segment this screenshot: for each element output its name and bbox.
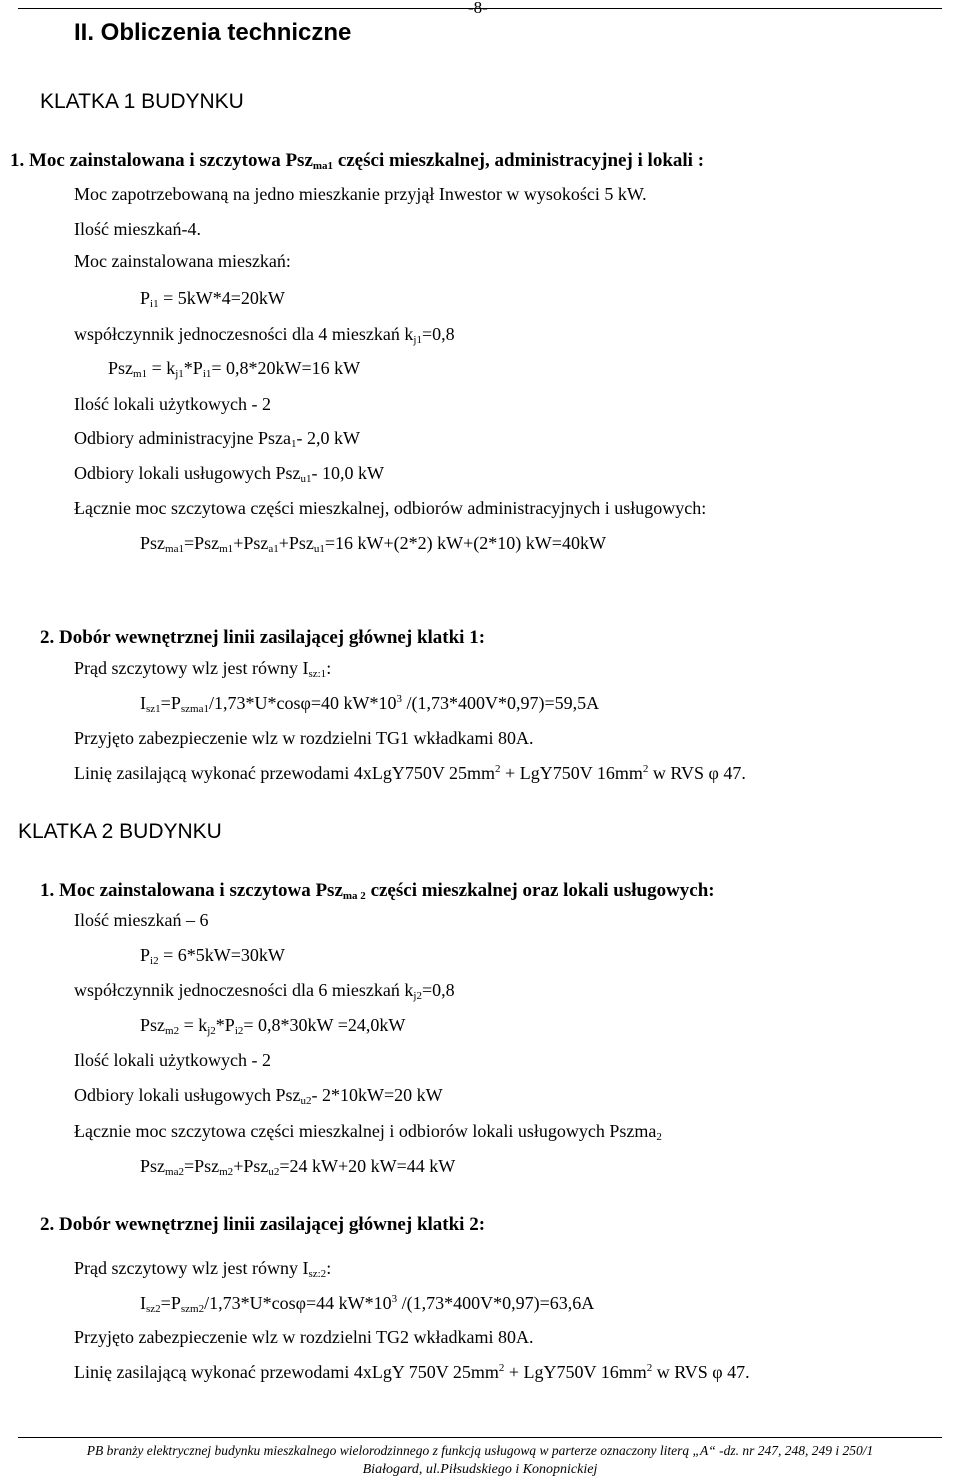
k1-line-ilosc-mieszkan: Ilość mieszkań-4. (74, 219, 201, 239)
k2-s1-title: 1. Moc zainstalowana i szczytowa Psz$_{ma 2}$ części mieszkalnej oraz lokali usługowych: (40, 880, 715, 902)
k2-s2-title: 2. Dobór wewnętrznej linii zasilającej głównej klatki 2: (40, 1214, 486, 1235)
k2-eq-isz2: $I_{sz2}=P_{szm2}/1,73*U*\cos\varphi=44$ $kW*10^3$ /(1,73*400V*0,97)=63,6A (140, 1293, 595, 1315)
k2-lokale: Ilość lokali użytkowych - 2 (74, 1050, 271, 1070)
k1-wspolczynnik: współczynnik jednoczesności dla 4 mieszkań $k_{j1}=0,8$ (74, 324, 455, 346)
klatka1-heading: KLATKA 1 BUDYNKU (40, 90, 244, 113)
k1-eq-pszm1: $Psz_{m1} = k_{j1}*P_{i1}= 0,8*20kW=16$ kW (108, 358, 361, 380)
k2-prad: Prąd szczytowy wlz jest równy $I_{sz:2}$: (74, 1258, 332, 1280)
k1-eq-isz1: $I_{sz1}=P_{szma1}/1,73*U*\cos\varphi=40$ $kW*10^3$ /(1,73*400V*0,97)=59,5A (140, 693, 600, 715)
klatka2-heading: KLATKA 2 BUDYNKU (18, 820, 222, 843)
k2-wspolczynnik: współczynnik jednoczesności dla 6 mieszkań $k_{j2}=0,8$ (74, 980, 455, 1002)
footer-project-line: PB branży elektrycznej budynku mieszkalnego wielorodzinnego z funkcją usługową w parterze oznaczony literą „A“ -dz. nr 247, 248, 249 i 250/1 (86, 1443, 874, 1458)
k2-eq-pszm2: $Psz_{m2} = k_{j2}*P_{i2}= 0,8*30kW =24,0kW$ (140, 1015, 406, 1037)
k1-odbiory-adm: Odbiory administracyjne Psza$_1$- 2,0 kW (74, 428, 360, 450)
section-title: II. Obliczenia techniczne (74, 19, 352, 46)
k1-lokale: Ilość lokali użytkowych - 2 (74, 394, 271, 414)
k1-prad: Prąd szczytowy wlz jest równy $I_{sz:1}$: (74, 658, 332, 680)
k1-odbiory-usl: Odbiory lokali usługowych Psz$_{u1}$- 10,0 kW (74, 463, 384, 485)
k1-eq-pi1: $P_{i1} = 5kW*4=20kW$ (140, 288, 285, 310)
k1-s1-title: 1. Moc zainstalowana i szczytowa Psz$_{ma1}$ części mieszkalnej, administracyjnej i lokali : (10, 150, 705, 172)
k1-linie: Linię zasilającą wykonać przewodami 4xLgY750V $25mm^2 + LgY750V$ $16mm^2$ w RVS φ 47. (74, 763, 746, 783)
k1-przyjeto: Przyjęto zabezpieczenie wlz w rozdzielni TG1 wkładkami 80A. (74, 728, 534, 748)
k2-przyjeto: Przyjęto zabezpieczenie wlz w rozdzielni TG2 wkładkami 80A. (74, 1327, 534, 1347)
k2-mieszkan: Ilość mieszkań – 6 (74, 910, 209, 930)
page-number: -8- (468, 0, 488, 17)
k1-line-moc-zapotrzebowana: Moc zapotrzebowaną na jedno mieszkanie przyjął Inwestor w wysokości 5 kW. (74, 184, 647, 204)
k1-eq-suma: Psz$_{ma1}$=Psz$_{m1}$+Psz$_{a1}$+Psz$_{u1}$=16 kW+(2*2) kW+(2*10) kW=40kW (140, 533, 606, 555)
k1-lacznie: Łącznie moc szczytowa części mieszkalnej, odbiorów administracyjnych i usługowych: (74, 498, 707, 518)
footer-rule (18, 1437, 942, 1438)
k2-linie: Linię zasilającą wykonać przewodami 4xLgY 750V $25mm^2 + LgY750V$ $16mm^2$ w RVS φ 47. (74, 1362, 750, 1382)
k1-line-moc-zainstalowana: Moc zainstalowana mieszkań: (74, 251, 291, 271)
k1-s2-title: 2. Dobór wewnętrznej linii zasilającej głównej klatki 1: (40, 627, 486, 648)
footer-address-line: Białogard, ul.Piłsudskiego i Konopnickiej (362, 1462, 598, 1477)
k2-odbiory-usl: Odbiory lokali usługowych Psz$_{u2}$- 2*10kW=20 kW (74, 1085, 443, 1107)
k2-lacznie: Łącznie moc szczytowa części mieszkalnej i odbiorów lokali usługowych Pszma$_2$ (74, 1121, 662, 1143)
k2-eq-pi2: $P_{i2} = 6*5kW=30kW$ (140, 945, 285, 967)
k2-eq-suma: Psz$_{ma2}$=Psz$_{m2}$+Psz$_{u2}$=24 kW+20 kW=44 kW (140, 1156, 456, 1178)
